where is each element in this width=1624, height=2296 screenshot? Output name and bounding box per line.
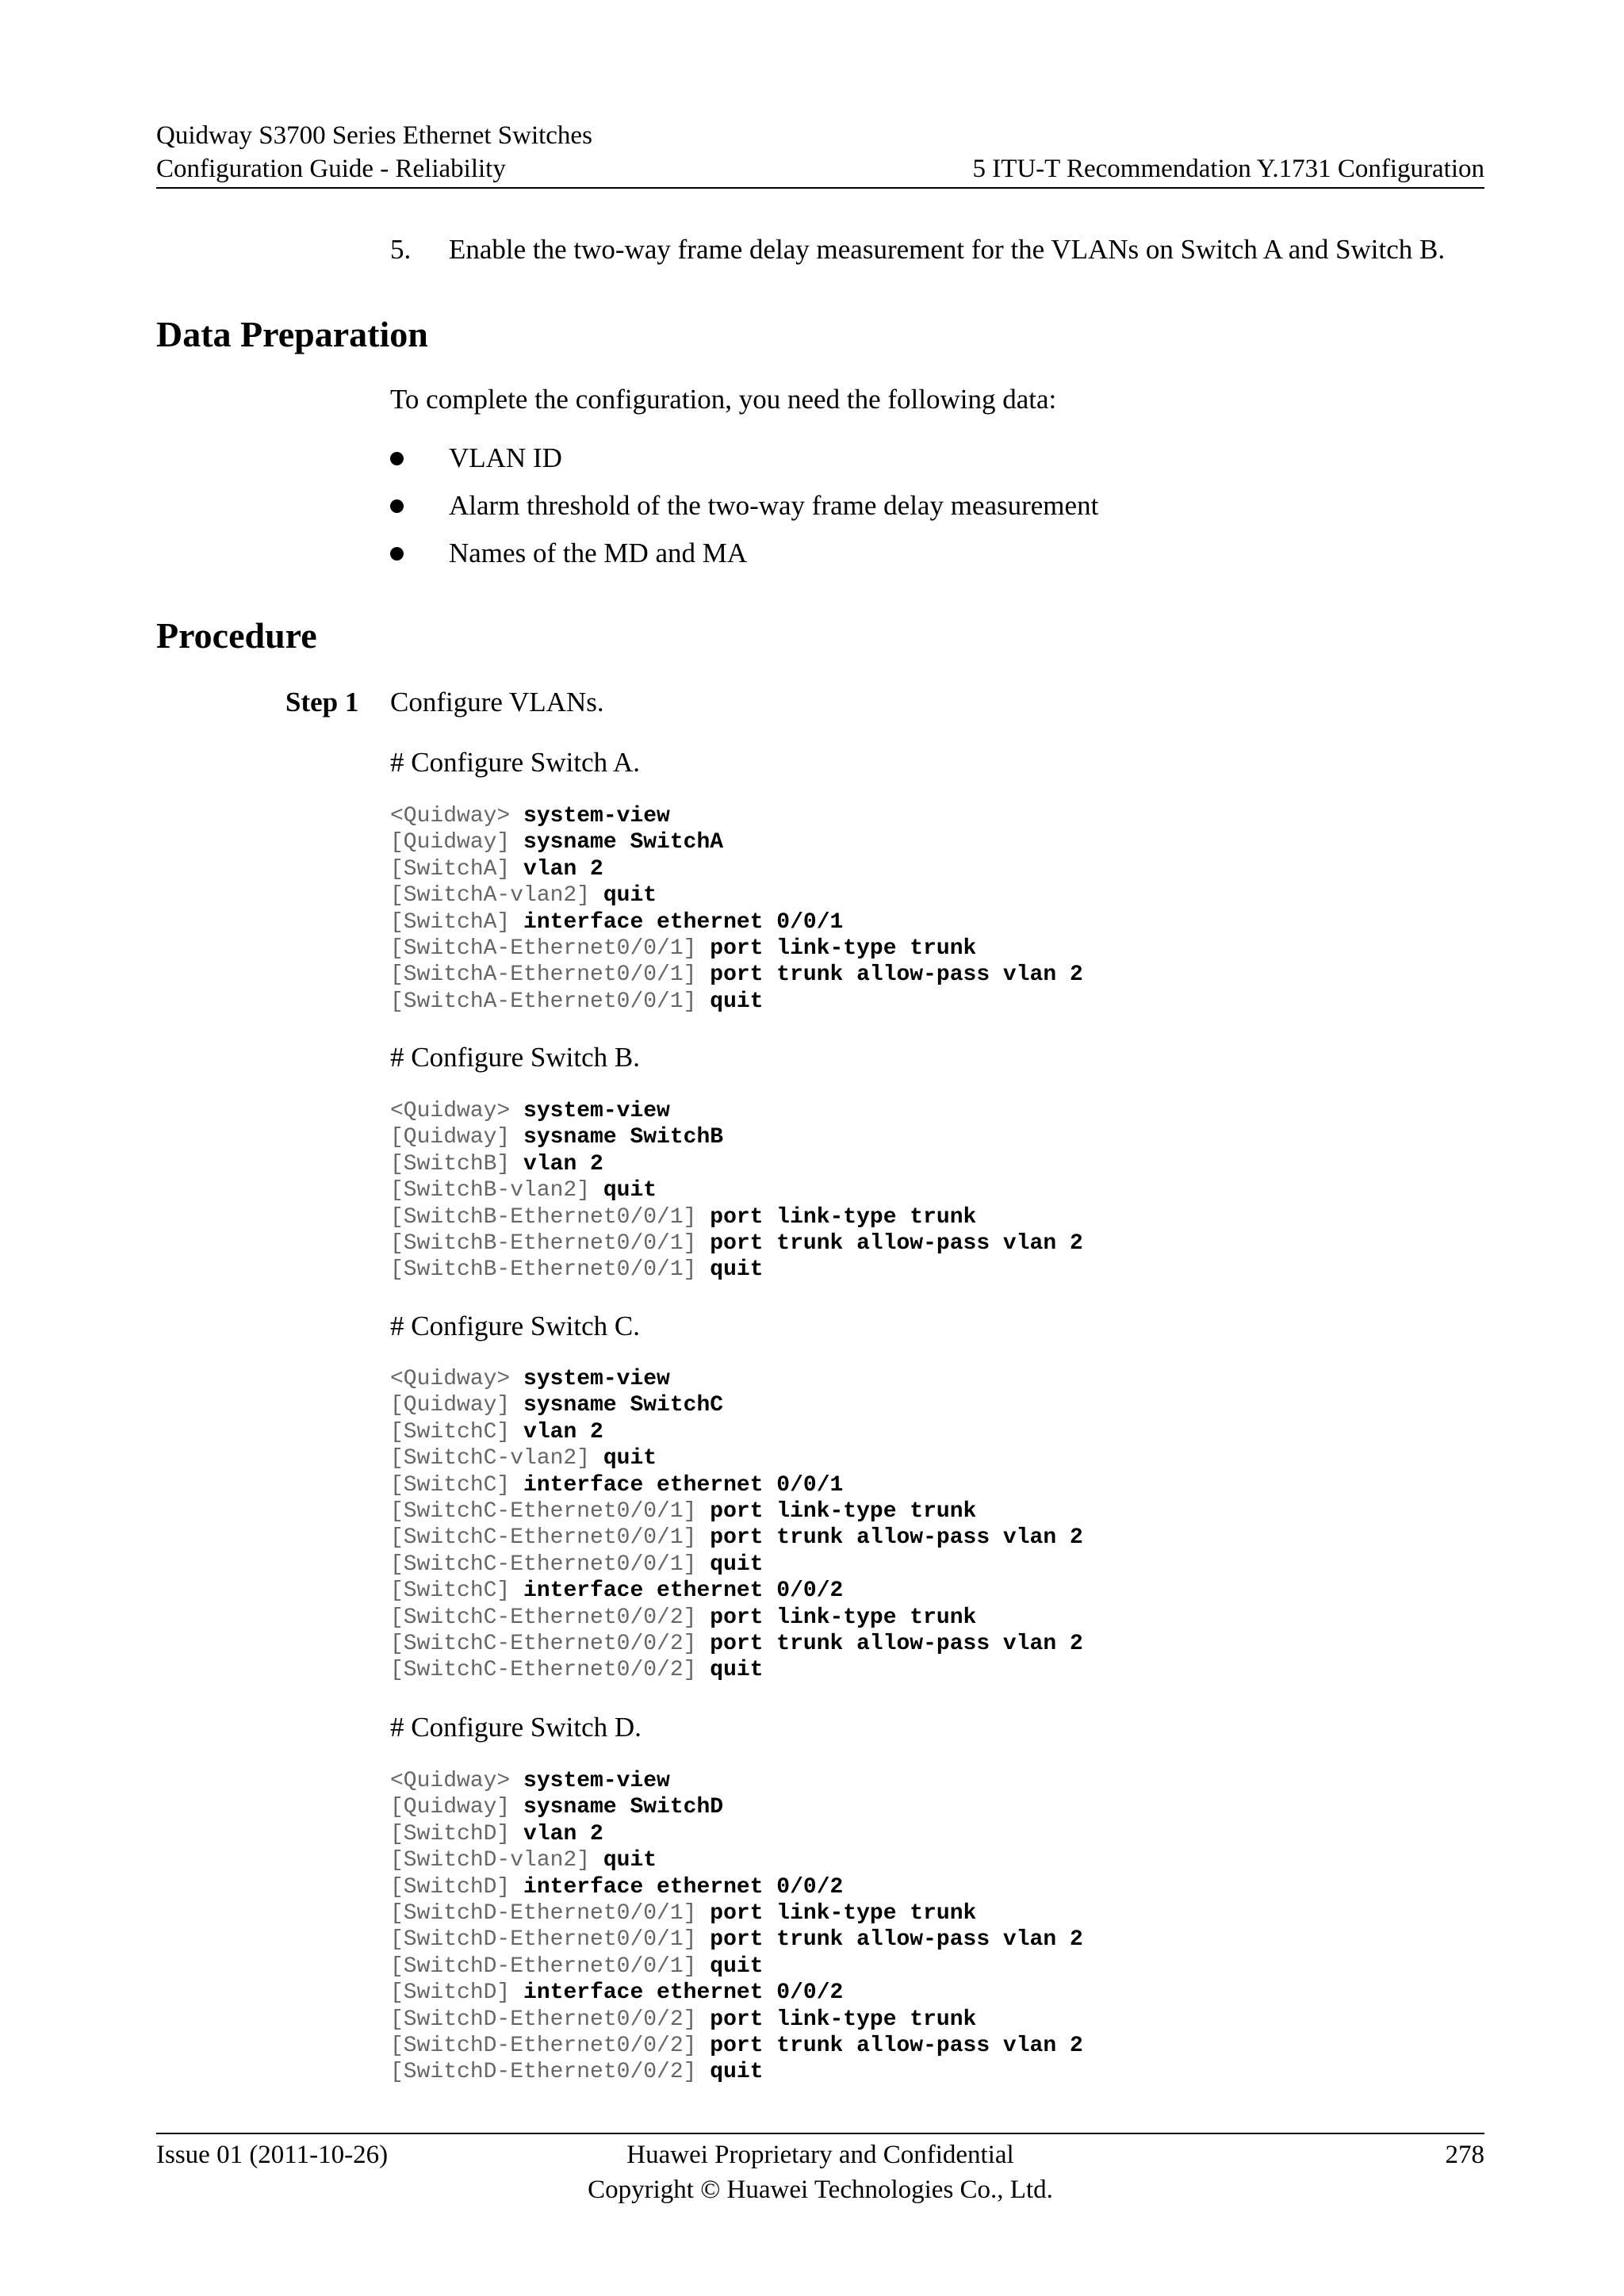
footer-confidential: Huawei Proprietary and Confidential <box>626 2141 1014 2169</box>
code-block-switch-d <box>390 1768 1083 2086</box>
code-line <box>390 1366 1083 1392</box>
footer-copyright: Copyright © Huawei Technologies Co., Ltd. <box>588 2175 1053 2204</box>
cli-command: interface ethernet 0/0/2 <box>523 1980 844 2006</box>
code-line <box>390 962 1083 988</box>
code-line <box>390 1552 1083 1578</box>
code-line <box>390 1794 1083 1820</box>
cli-prompt: [Quidway] <box>390 1795 524 1820</box>
code-line <box>390 1151 1083 1177</box>
code-line <box>390 2007 1083 2033</box>
code-line <box>390 1954 1083 1980</box>
code-line <box>390 1419 1083 1445</box>
code-line <box>390 936 1083 962</box>
cli-command: port link-type trunk <box>710 1605 977 1630</box>
header-chapter: 5 ITU-T Recommendation Y.1731 Configuration <box>972 155 1484 183</box>
section-title-data-preparation: Data Preparation <box>156 314 428 354</box>
cli-prompt: [SwitchC-Ethernet0/0/1] <box>390 1552 710 1577</box>
cli-command: port trunk allow-pass vlan 2 <box>710 1230 1083 1256</box>
cli-prompt: [SwitchD-Ethernet0/0/2] <box>390 2033 710 2058</box>
cli-command: interface ethernet 0/0/1 <box>523 1472 844 1498</box>
cli-command: system-view <box>523 1769 670 1793</box>
cli-prompt: [SwitchA] <box>390 856 524 882</box>
cli-prompt: [SwitchD-Ethernet0/0/1] <box>390 1900 710 1926</box>
code-line <box>390 2033 1083 2059</box>
code-block-switch-b <box>390 1098 1083 1284</box>
cli-prompt: [SwitchD] <box>390 1821 524 1846</box>
cli-command: port trunk allow-pass vlan 2 <box>710 1927 1083 1953</box>
cli-prompt: [SwitchD-Ethernet0/0/1] <box>390 1927 710 1953</box>
cli-command: quit <box>603 1178 657 1203</box>
cli-command: interface ethernet 0/0/2 <box>523 1578 844 1604</box>
code-line <box>390 1578 1083 1604</box>
cli-prompt: [SwitchA-Ethernet0/0/1] <box>390 989 710 1014</box>
cli-command: port trunk allow-pass vlan 2 <box>710 962 1083 988</box>
code-line <box>390 1847 1083 1873</box>
cli-prompt: [SwitchB-Ethernet0/0/1] <box>390 1204 710 1230</box>
code-line <box>390 1874 1083 1900</box>
cli-command: port trunk allow-pass vlan 2 <box>710 1631 1083 1656</box>
code-line <box>390 1605 1083 1631</box>
cli-command: quit <box>603 883 657 909</box>
step-text: Configure VLANs. <box>390 687 604 718</box>
cli-prompt: [SwitchC] <box>390 1578 524 1604</box>
code-line <box>390 1445 1083 1471</box>
bullet-icon <box>390 452 404 465</box>
code-line <box>390 1204 1083 1230</box>
cli-prompt: [SwitchB-vlan2] <box>390 1178 603 1203</box>
code-line <box>390 1525 1083 1551</box>
cli-command: port trunk allow-pass vlan 2 <box>710 2033 1083 2058</box>
cli-prompt: [SwitchC-vlan2] <box>390 1446 603 1471</box>
cli-prompt: [SwitchC] <box>390 1419 524 1445</box>
step-label: Step 1 <box>285 687 359 718</box>
cli-prompt: <Quidway> <box>390 1367 524 1391</box>
code-line <box>390 882 1083 909</box>
cli-prompt: <Quidway> <box>390 1099 524 1123</box>
code-line <box>390 1472 1083 1498</box>
footer-issue: Issue 01 (2011-10-26) <box>156 2141 389 2169</box>
cli-prompt: [SwitchC-Ethernet0/0/2] <box>390 1631 710 1656</box>
cli-prompt: [SwitchC-Ethernet0/0/1] <box>390 1498 710 1524</box>
cli-prompt: [SwitchD-vlan2] <box>390 1848 603 1873</box>
cli-command: port link-type trunk <box>710 2007 977 2032</box>
cli-prompt: [Quidway] <box>390 830 524 855</box>
cli-prompt: [SwitchD] <box>390 1980 524 2006</box>
cli-prompt: <Quidway> <box>390 804 524 828</box>
code-line <box>390 1124 1083 1150</box>
code-line <box>390 1821 1083 1847</box>
cli-prompt: [SwitchA-Ethernet0/0/1] <box>390 936 710 961</box>
cli-prompt: [SwitchC-Ethernet0/0/1] <box>390 1525 710 1551</box>
cli-prompt: [SwitchD-Ethernet0/0/2] <box>390 2060 710 2085</box>
cli-command: quit <box>710 1954 764 1979</box>
cli-command: vlan 2 <box>523 856 603 882</box>
page-header <box>156 119 1484 189</box>
cli-command: quit <box>710 1658 764 1683</box>
code-line <box>390 1498 1083 1525</box>
cli-prompt: [SwitchD] <box>390 1874 524 1900</box>
cli-prompt: [SwitchA-vlan2] <box>390 883 603 909</box>
cli-prompt: <Quidway> <box>390 1769 524 1793</box>
cli-prompt: [SwitchB-Ethernet0/0/1] <box>390 1257 710 1283</box>
cli-command: system-view <box>523 804 670 828</box>
cli-prompt: [SwitchC-Ethernet0/0/2] <box>390 1605 710 1630</box>
code-line <box>390 1257 1083 1283</box>
cli-command: system-view <box>523 1367 670 1391</box>
cli-command: sysname SwitchD <box>523 1795 724 1820</box>
page-number: 278 <box>1445 2141 1484 2169</box>
header-product: Quidway S3700 Series Ethernet Switches <box>156 121 592 150</box>
cli-command: quit <box>710 1552 764 1577</box>
cli-prompt: [SwitchC] <box>390 1472 524 1498</box>
cli-prompt: [SwitchA-Ethernet0/0/1] <box>390 962 710 988</box>
cli-command: port link-type trunk <box>710 1900 977 1926</box>
code-line <box>390 1631 1083 1657</box>
page-footer <box>156 2133 1484 2206</box>
header-guide: Configuration Guide - Reliability <box>156 155 506 183</box>
cli-command: vlan 2 <box>523 1821 603 1846</box>
cli-command: vlan 2 <box>523 1151 603 1177</box>
cli-prompt: [SwitchB-Ethernet0/0/1] <box>390 1230 710 1256</box>
code-line <box>390 856 1083 882</box>
code-line <box>390 1927 1083 1953</box>
code-line <box>390 1900 1083 1927</box>
cli-command: interface ethernet 0/0/1 <box>523 909 844 935</box>
cli-command: port link-type trunk <box>710 936 977 961</box>
cli-command: quit <box>710 1257 764 1283</box>
code-line <box>390 1098 1083 1124</box>
cli-command: vlan 2 <box>523 1419 603 1445</box>
code-line <box>390 2059 1083 2085</box>
cli-command: system-view <box>523 1099 670 1123</box>
cli-prompt: [SwitchB] <box>390 1151 524 1177</box>
section-title-procedure: Procedure <box>156 615 317 656</box>
cli-command: port trunk allow-pass vlan 2 <box>710 1525 1083 1551</box>
cli-command: sysname SwitchC <box>523 1393 724 1418</box>
caption-switch-a: # Configure Switch A. <box>390 747 640 778</box>
intro-text: Enable the two-way frame delay measurement for the VLANs on Switch A and Switch B. <box>449 234 1446 265</box>
cli-command: quit <box>603 1446 657 1471</box>
list-item: Alarm threshold of the two-way frame delay measurement <box>449 490 1099 521</box>
list-item: VLAN ID <box>449 442 562 473</box>
code-line <box>390 1657 1083 1683</box>
cli-prompt: [SwitchD-Ethernet0/0/2] <box>390 2007 710 2032</box>
code-block-switch-a <box>390 803 1083 1015</box>
code-line <box>390 989 1083 1015</box>
caption-switch-c: # Configure Switch C. <box>390 1311 640 1341</box>
code-line <box>390 1980 1083 2006</box>
cli-command: quit <box>603 1848 657 1873</box>
bullet-icon <box>390 499 404 513</box>
code-line <box>390 829 1083 855</box>
cli-prompt: [Quidway] <box>390 1393 524 1418</box>
intro-number: 5. <box>390 234 412 265</box>
code-line <box>390 1230 1083 1257</box>
list-item: Names of the MD and MA <box>449 538 748 568</box>
code-line <box>390 909 1083 936</box>
code-line <box>390 1768 1083 1794</box>
cli-prompt: [SwitchD-Ethernet0/0/1] <box>390 1954 710 1979</box>
cli-prompt: [SwitchC-Ethernet0/0/2] <box>390 1658 710 1683</box>
cli-command: quit <box>710 2060 764 2085</box>
cli-command: port link-type trunk <box>710 1498 977 1524</box>
cli-command: port link-type trunk <box>710 1204 977 1230</box>
code-line <box>390 1177 1083 1203</box>
code-line <box>390 803 1083 829</box>
caption-switch-b: # Configure Switch B. <box>390 1042 640 1073</box>
data-preparation-lead: To complete the configuration, you need the following data: <box>390 384 1057 415</box>
code-line <box>390 1392 1083 1418</box>
caption-switch-d: # Configure Switch D. <box>390 1712 642 1743</box>
code-block-switch-c <box>390 1366 1083 1684</box>
cli-command: sysname SwitchA <box>523 830 724 855</box>
cli-command: quit <box>710 989 764 1014</box>
bullet-icon <box>390 547 404 561</box>
cli-command: sysname SwitchB <box>523 1125 724 1150</box>
cli-prompt: [SwitchA] <box>390 909 524 935</box>
cli-prompt: [Quidway] <box>390 1125 524 1150</box>
cli-command: interface ethernet 0/0/2 <box>523 1874 844 1900</box>
